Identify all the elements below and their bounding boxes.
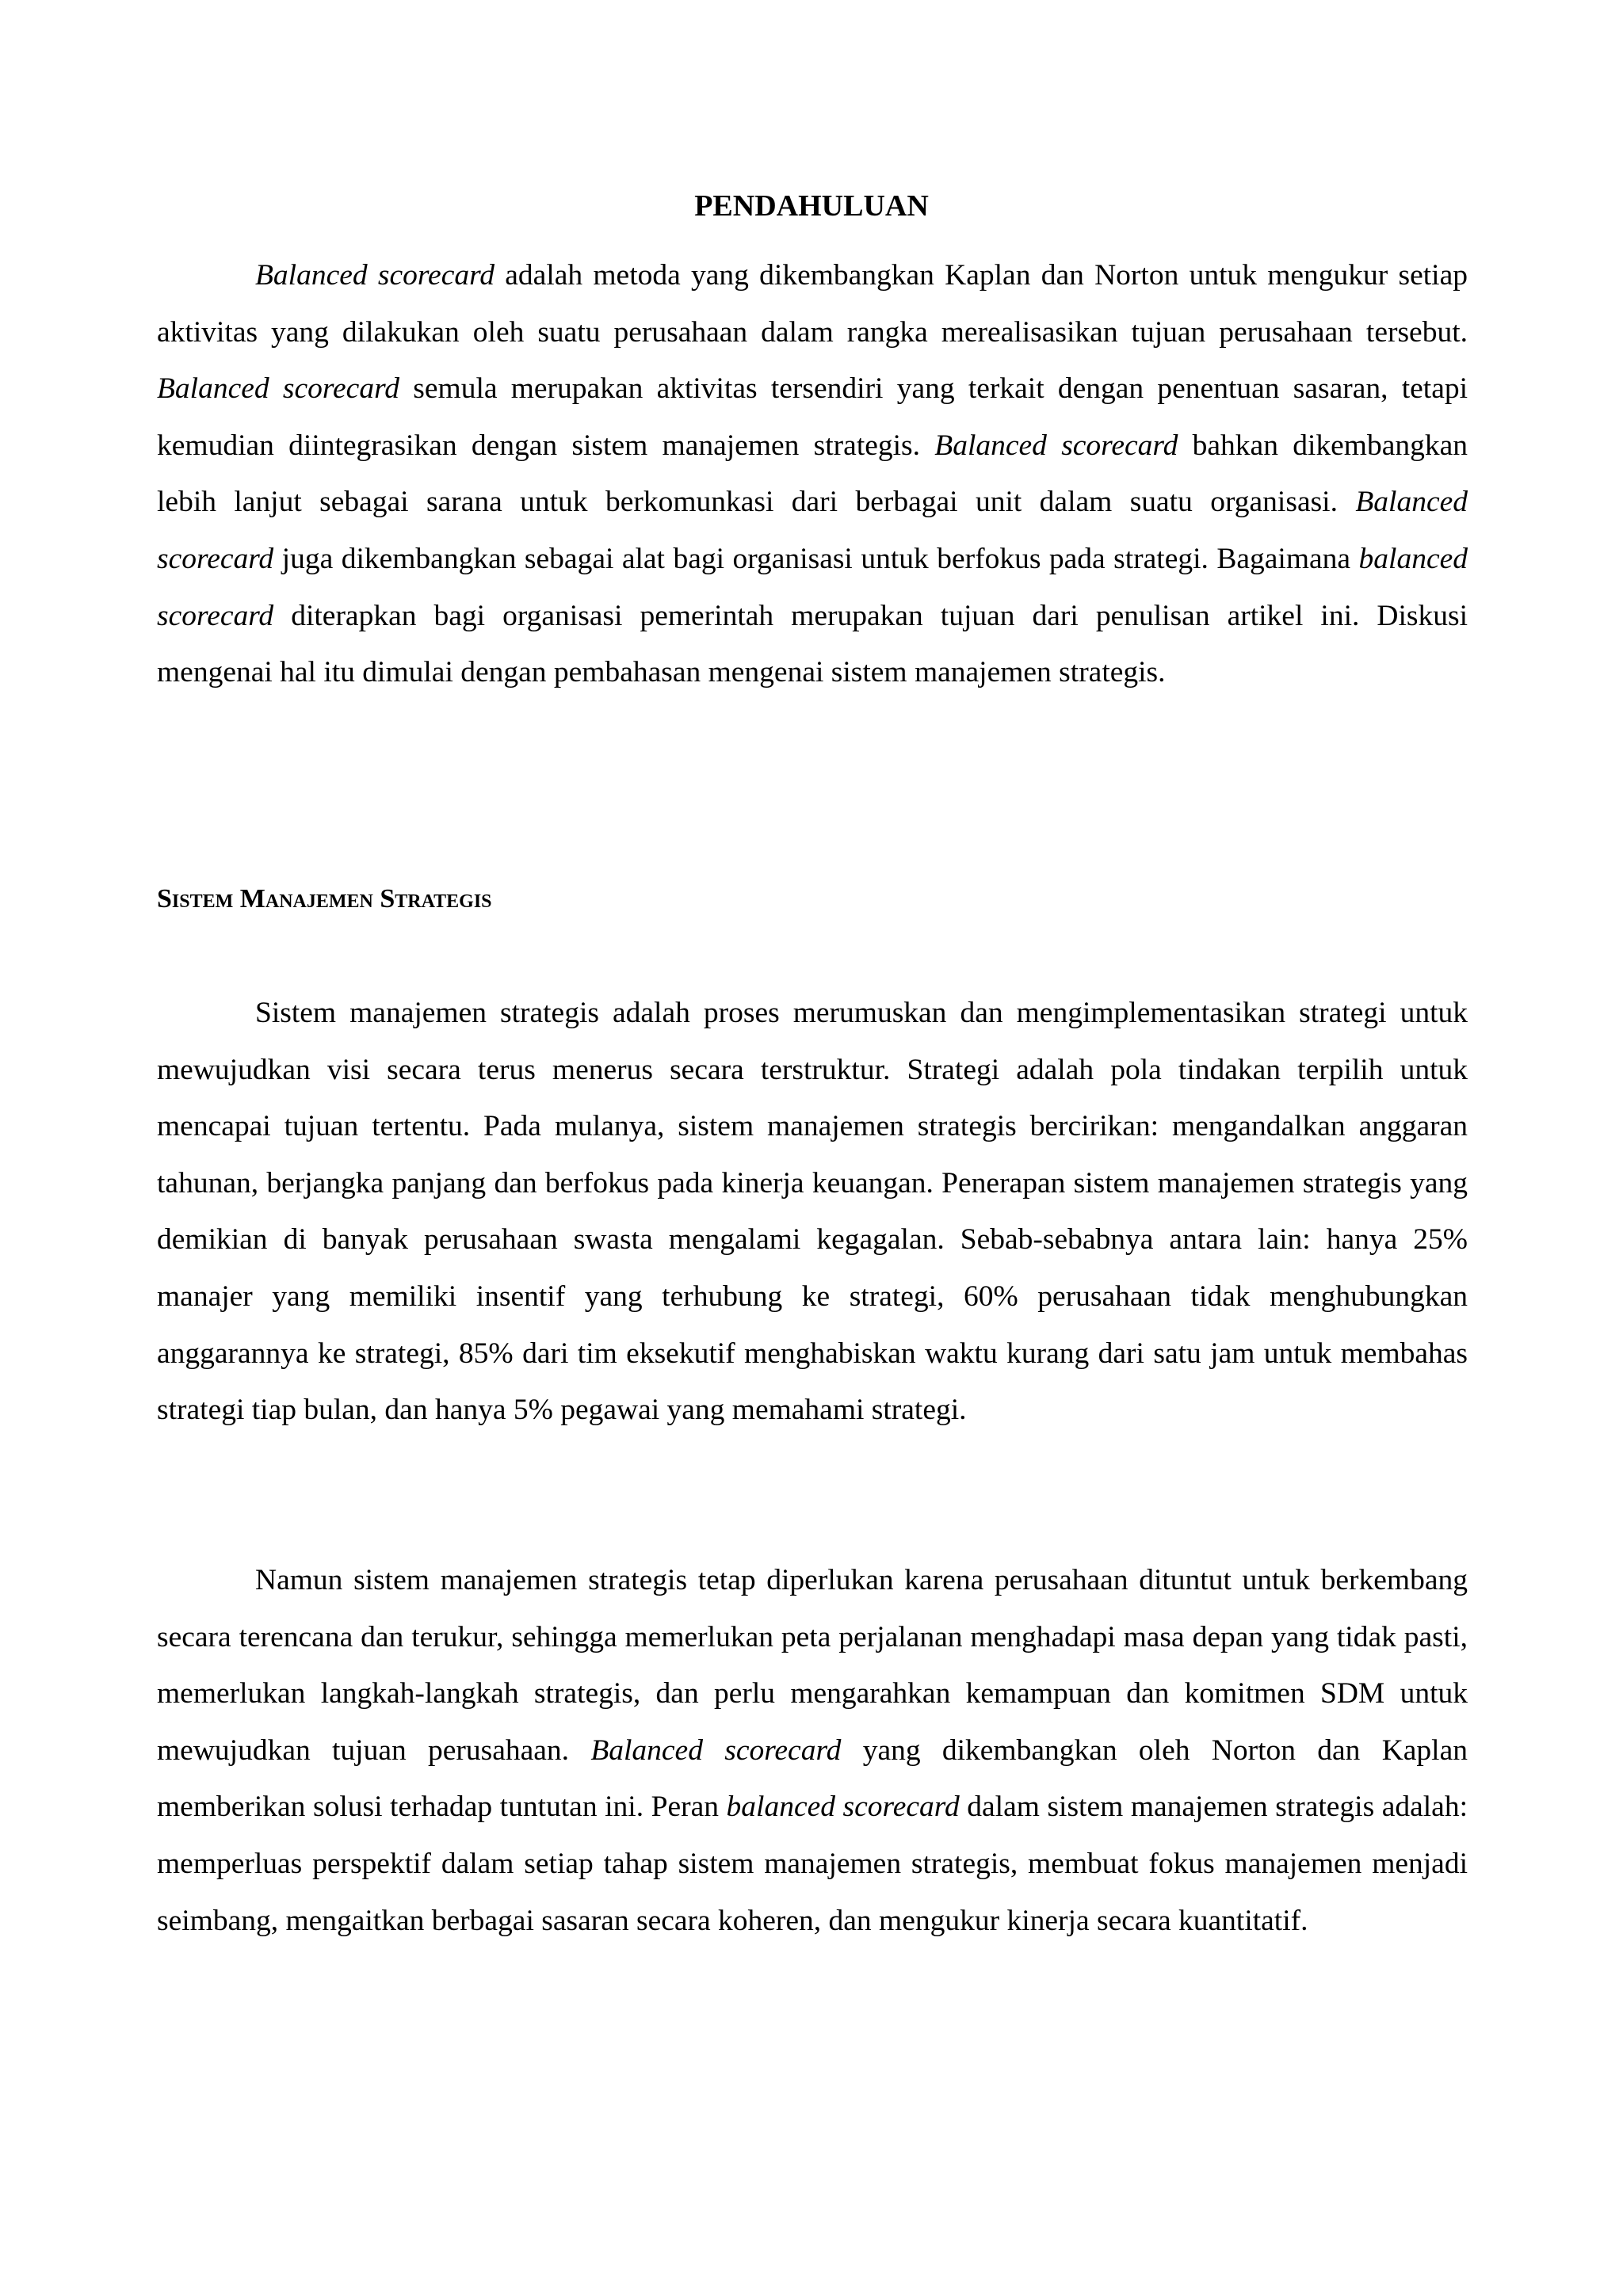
intro-paragraph (157, 247, 1468, 701)
body-text: Namun sistem manajemen strategis tetap diperlukan karena perusahaan dituntut untuk berkembang secara terencana dan terukur, sehingga memerlukan peta perjalanan menghadapi masa depan yang tidak pasti, memerlukan langkah-langkah strategis, dan perlu mengarahkan kemampuan dan komitmen SDM untuk mewujudkan tujuan perusahaan. (157, 1564, 1468, 1767)
body-paragraph (157, 1552, 1468, 1949)
term-balanced-scorecard: balanced scorecard (726, 1791, 960, 1824)
body-text: yang dikembangkan oleh Norton dan Kaplan memberikan solusi terhadap tuntutan ini. Peran (157, 1733, 1468, 1824)
intro-text: diterapkan bagi organisasi pemerintah merupakan tujuan dari penulisan artikel ini. Diskusi mengenai hal itu dimulai dengan pembahasan mengenai sistem manajemen strategis. (157, 599, 1468, 689)
term-balanced-scorecard: Balanced scorecard (590, 1733, 842, 1767)
term-balanced-scorecard: Balanced scorecard (255, 259, 495, 292)
term-balanced-scorecard: balanced scorecard (157, 542, 1468, 632)
section-title: PENDAHULUAN (694, 189, 929, 223)
intro-text: semula merupakan aktivitas tersendiri yang terkait dengan penentuan sasaran, tetapi kemudian diintegrasikan dengan sistem manajemen strategis. (157, 372, 1468, 462)
term-balanced-scorecard: Balanced scorecard (157, 486, 1468, 575)
intro-text: bahkan dikembangkan lebih lanjut sebagai sarana untuk berkomunkasi dari berbagai unit dalam suatu organisasi. (157, 429, 1468, 519)
body-paragraph: Sistem manajemen strategis adalah proses merumuskan dan mengimplementasikan strategi untuk mewujudkan visi secara terus menerus secara terstruktur. Strategi adalah pola tindakan terpilih untuk mencapai tujuan tertentu. Pada mulanya, sistem manajemen strategis bercirikan: mengandalkan anggaran tahunan, berjangka panjang dan berfokus pada kinerja keuangan. Penerapan sistem manajemen strategis yang demikian di banyak perusahaan swasta mengalami kegagalan. Sebab-sebabnya antara lain: hanya 25% manajer yang memiliki insentif yang terhubung ke strategi, 60% perusahaan tidak menghubungkan anggarannya ke strategi, 85% dari tim eksekutif menghabiskan waktu kurang dari satu jam untuk membahas strategi tiap bulan, dan hanya 5% pegawai yang memahami strategi. (157, 997, 1468, 1427)
intro-text: juga dikembangkan sebagai alat bagi organisasi untuk berfokus pada strategi. Bagaimana (273, 542, 1359, 575)
subheading: Sistem Manajemen Strategis (157, 884, 492, 913)
term-balanced-scorecard: Balanced scorecard (934, 429, 1178, 462)
body-text: dalam sistem manajemen strategis adalah: memperluas perspektif dalam setiap tahap sistem manajemen strategis, membuat fokus manajemen menjadi seimbang, mengaitkan berbagai sasaran secara koheren, dan mengukur kinerja secara kuantitatif. (157, 1791, 1468, 1937)
term-balanced-scorecard: Balanced scorecard (157, 372, 400, 406)
intro-text: adalah metoda yang dikembangkan Kaplan dan Norton untuk mengukur setiap aktivitas yang dilakukan oleh suatu perusahaan dalam rangka merealisasikan tujuan perusahaan tersebut. (157, 259, 1468, 349)
